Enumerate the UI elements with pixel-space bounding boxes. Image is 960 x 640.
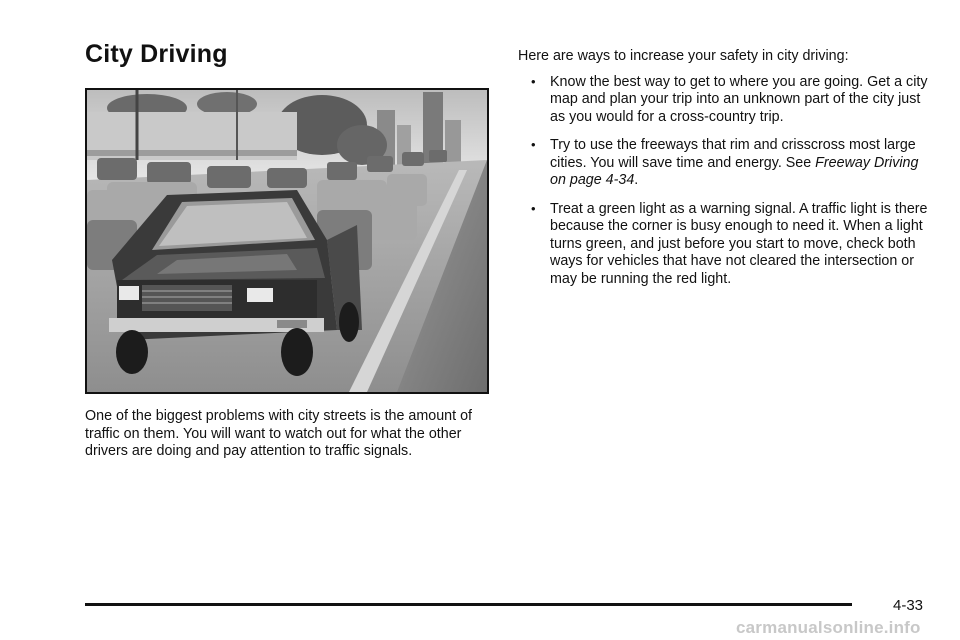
list-item [518, 201, 933, 289]
bullet-icon: • [531, 200, 536, 216]
safety-tips-list [518, 74, 933, 289]
page-number: 4-33 [893, 597, 924, 614]
watermark: carmanualsonline.info [736, 618, 921, 637]
list-item-text: Treat a green light as a warning signal. A traffic light is there because the corner is busy enough to need it. When a light turns green, and just before you start to move, check both ways for vehicles that have not cleared the intersection or may be running the red light. [550, 200, 928, 287]
list-item-text: Know the best way to get to where you are going. Get a city map and plan your trip into an unknown part of the city just as you would for a cross-country trip. [550, 73, 928, 125]
safety-tips-column [518, 48, 933, 299]
list-item-text: Try to use the freeways that rim and crisscross most large cities. You will save time and energy. See [550, 137, 916, 171]
traffic-photo [85, 88, 489, 394]
safety-tips-intro: Here are ways to increase your safety in city driving: [518, 48, 849, 64]
page-cross-reference[interactable]: Freeway Driving on page 4-34 [550, 154, 919, 188]
bullet-icon: • [531, 137, 536, 152]
list-item [518, 137, 933, 190]
section-title: City Driving [85, 40, 228, 68]
bullet-icon: • [531, 73, 536, 89]
list-item-text-end: . [634, 172, 639, 188]
footer-rule [85, 603, 852, 606]
list-item [518, 74, 933, 127]
traffic-paragraph: One of the biggest problems with city streets is the amount of traffic on them. You will want to watch out for what the other drivers are doing and pay attention to traffic signals. [85, 408, 473, 459]
